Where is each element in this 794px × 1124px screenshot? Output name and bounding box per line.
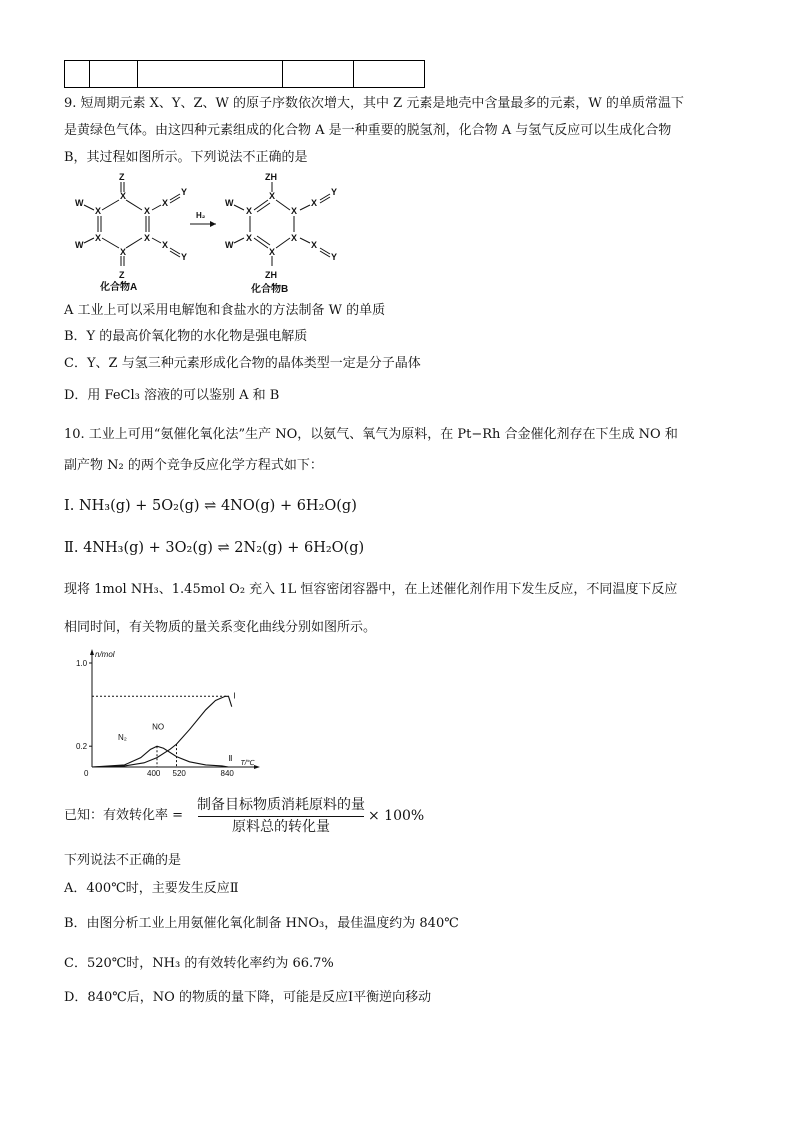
atom-label: X bbox=[246, 233, 253, 243]
q10-stem-line-3: 现将 1mol NH₃、1.45mol O₂ 充入 1L 恒容密闭容器中，在上述催化剂作用下发生反应，不同温度下反应 bbox=[64, 582, 678, 597]
q10-option-a: A．400℃时，主要发生反应Ⅱ bbox=[64, 881, 239, 896]
table-cell bbox=[138, 61, 283, 88]
atom-label: Y bbox=[181, 187, 188, 197]
compound-b-label: 化合物B bbox=[251, 284, 289, 295]
atom-label: ZH bbox=[265, 172, 277, 182]
y-tick-label: 1.0 bbox=[76, 659, 88, 668]
atom-label: X bbox=[120, 191, 127, 201]
atom-label: X bbox=[291, 206, 298, 216]
q10-option-c: C．520℃时，NH₃ 的有效转化率约为 66.7% bbox=[64, 956, 334, 971]
q10-option-b: B．由图分析工业上用氨催化氧化制备 HNO₃，最佳温度约为 840℃ bbox=[64, 916, 459, 931]
atom-label: W bbox=[75, 198, 84, 208]
top-table bbox=[64, 60, 425, 88]
table-cell bbox=[65, 61, 90, 88]
atom-label: X bbox=[95, 206, 102, 216]
atom-label: W bbox=[75, 240, 84, 250]
table-cell bbox=[354, 61, 425, 88]
q10-option-d: D．840℃后，NO 的物质的量下降，可能是反应Ⅰ平衡逆向移动 bbox=[64, 990, 432, 1005]
atom-label: W bbox=[225, 240, 234, 250]
atom-label: Y bbox=[331, 252, 338, 262]
atom-label: X bbox=[120, 247, 127, 257]
atom-label: X bbox=[162, 198, 169, 208]
y-tick-label: 0.2 bbox=[76, 742, 88, 752]
q10-stem-line-2: 副产物 N₂ 的两个竞争反应化学方程式如下： bbox=[64, 458, 323, 473]
x-tick-label: 840 bbox=[220, 769, 234, 778]
no-curve bbox=[92, 696, 232, 767]
compound-a-label: 化合物A bbox=[100, 282, 138, 293]
y-axis-label: n/mol bbox=[95, 650, 115, 659]
atom-label: X bbox=[291, 233, 298, 243]
q10-known-suffix: × 100% bbox=[368, 808, 425, 824]
table-cell bbox=[283, 61, 354, 88]
curve-label-2: Ⅱ bbox=[228, 754, 233, 763]
atom-label: X bbox=[311, 198, 318, 208]
atom-label: X bbox=[269, 247, 276, 257]
atom-label: X bbox=[95, 233, 102, 243]
atom-label: X bbox=[162, 240, 169, 250]
series-label-no: NO bbox=[152, 722, 165, 732]
q9-option-a: A 工业上可以采用电解饱和食盐水的方法制备 W 的单质 bbox=[64, 303, 386, 318]
q9-stem-line-3: B，其过程如图所示。下列说法不正确的是 bbox=[64, 150, 308, 165]
q10-stem-line-1: 10. 工业上可用“氨催化氧化法”生产 NO，以氨气、氧气为原料，在 Pt−Rh 合金催化剂存在下生成 NO 和 bbox=[64, 427, 678, 442]
q9-option-c: C．Y、Z 与氢三种元素形成化合物的晶体类型一定是分子晶体 bbox=[64, 356, 421, 371]
q10-equation-1: Ⅰ. NH₃(g) + 5O₂(g) ⇌ 4NO(g) + 6H₂O(g) bbox=[64, 498, 357, 514]
atom-label: Y bbox=[331, 187, 338, 197]
atom-label: Z bbox=[119, 172, 125, 182]
arrow-label: H₂ bbox=[196, 211, 206, 220]
n2-curve bbox=[92, 746, 229, 767]
q9-structure-figure bbox=[64, 168, 364, 298]
curve-label-1: Ⅰ bbox=[233, 691, 236, 701]
fraction-numerator: 制备目标物质消耗原料的量 bbox=[197, 797, 365, 813]
x-tick-label: 520 bbox=[172, 769, 186, 778]
atom-label: X bbox=[144, 206, 151, 216]
q9-option-b: B．Y 的最高价氧化物的水化物是强电解质 bbox=[64, 329, 308, 344]
atom-label: X bbox=[269, 191, 276, 201]
y-axis-arrow bbox=[90, 649, 94, 655]
efficiency-fraction bbox=[196, 795, 366, 837]
q10-ask: 下列说法不正确的是 bbox=[64, 853, 182, 868]
series-label-n2: N₂ bbox=[118, 732, 127, 742]
fraction-denominator: 原料总的转化量 bbox=[232, 819, 330, 835]
atom-label: X bbox=[311, 240, 318, 250]
q10-known-prefix: 已知：有效转化率 = bbox=[64, 808, 184, 823]
x-axis-arrow bbox=[254, 765, 260, 769]
atom-label: Y bbox=[181, 252, 188, 262]
q9-option-d: D．用 FeCl₃ 溶液的可以鉴别 A 和 B bbox=[64, 388, 280, 403]
atom-label: X bbox=[144, 233, 151, 243]
table-cell bbox=[90, 61, 138, 88]
x-axis-label: T/℃ bbox=[240, 760, 255, 767]
atom-label: Z bbox=[119, 270, 125, 280]
q10-stem-line-4: 相同时间，有关物质的量关系变化曲线分别如图所示。 bbox=[64, 620, 377, 635]
q10-equation-2: Ⅱ. 4NH₃(g) + 3O₂(g) ⇌ 2N₂(g) + 6H₂O(g) bbox=[64, 540, 365, 556]
x-tick-label: 400 bbox=[147, 769, 161, 778]
atom-label: W bbox=[225, 198, 234, 208]
atom-label: ZH bbox=[265, 270, 277, 280]
q10-chart bbox=[64, 645, 264, 780]
origin-label: 0 bbox=[84, 769, 89, 778]
q9-stem-line-2: 是黄绿色气体。由这四种元素组成的化合物 A 是一种重要的脱氢剂，化合物 A 与氢气反应可以生成化合物 bbox=[64, 123, 672, 138]
atom-label: X bbox=[246, 206, 253, 216]
q9-stem-line-1: 9. 短周期元素 X、Y、Z、W 的原子序数依次增大，其中 Z 元素是地壳中含量最多的元素，W 的单质常温下 bbox=[64, 96, 684, 111]
